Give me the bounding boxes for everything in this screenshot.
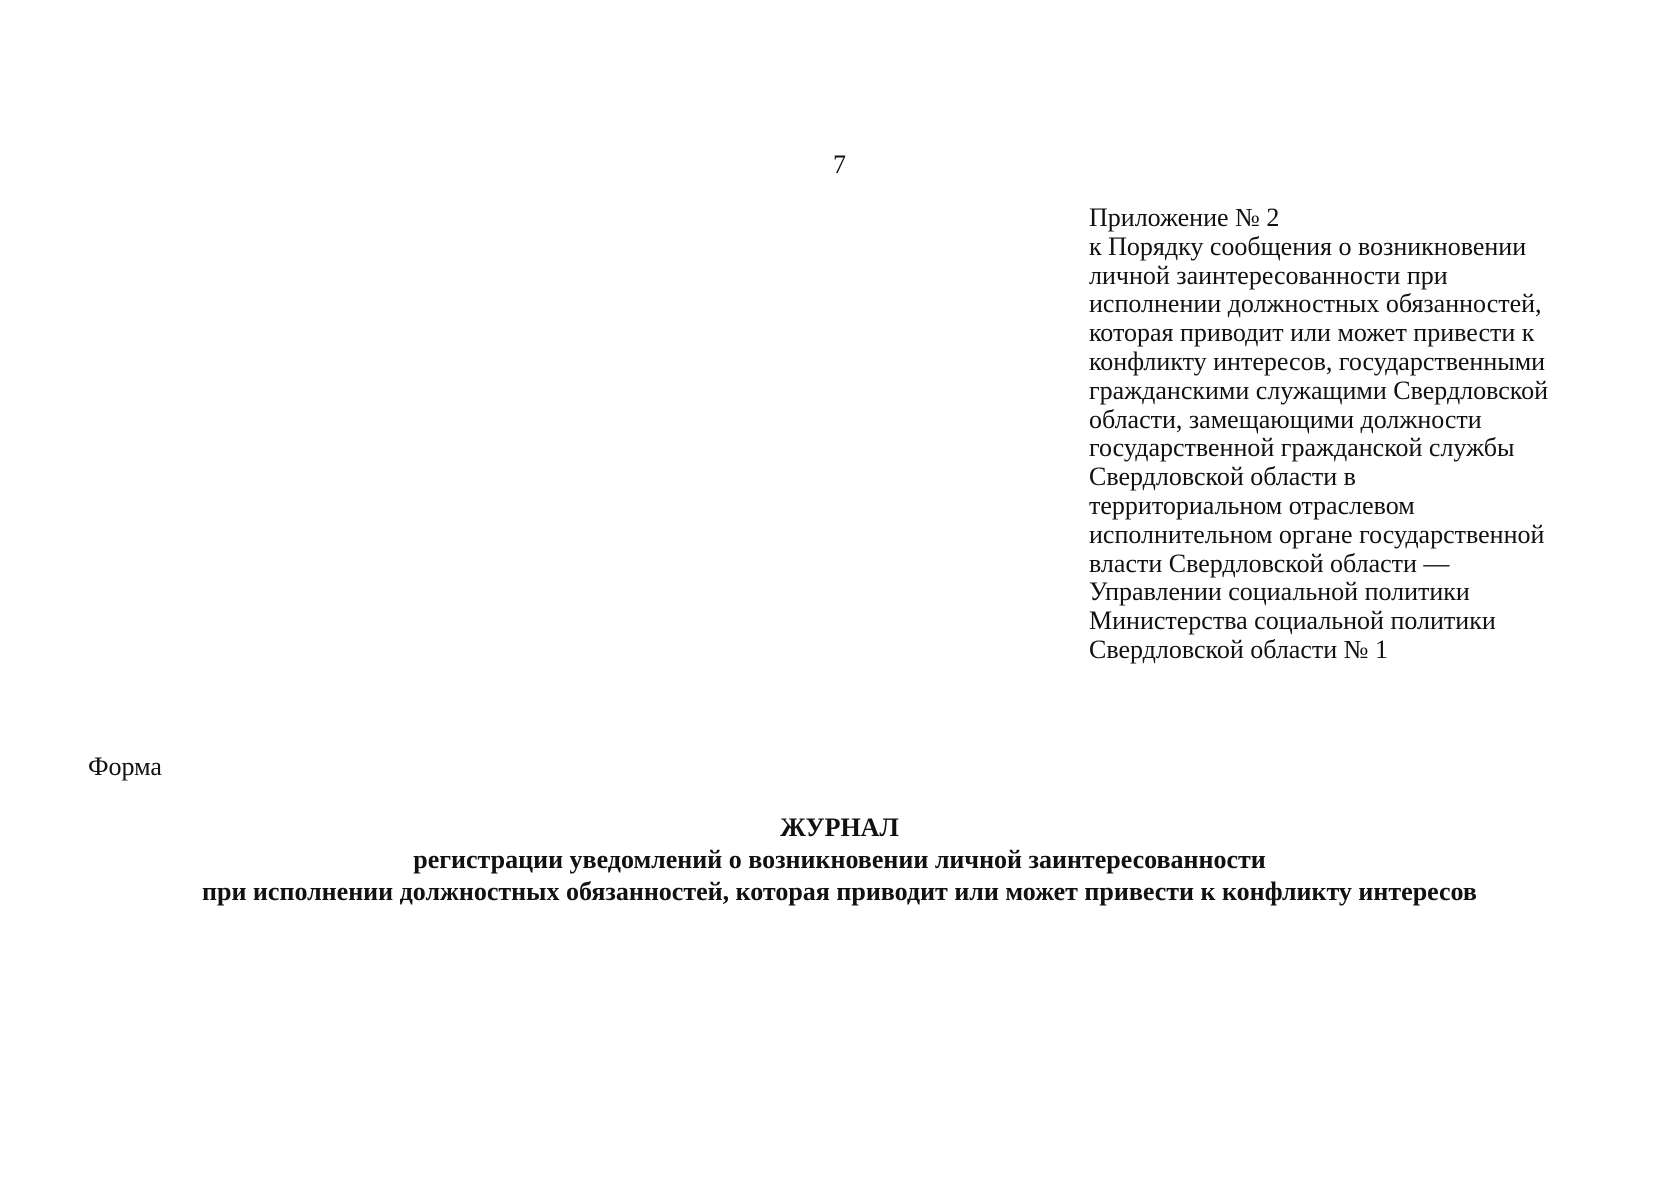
- appendix-line: Приложение № 2: [1089, 203, 1280, 232]
- journal-title: ЖУРНАЛ: [780, 813, 899, 842]
- page-number: 7: [833, 150, 846, 179]
- appendix-line: Свердловской области № 1: [1089, 634, 1388, 664]
- journal-subtitle-line-1: регистрации уведомлений о возникновении личной заинтересованности: [413, 845, 1266, 874]
- appendix-line: исполнении должностных обязанностей,: [1089, 289, 1542, 319]
- appendix-line: области, замещающими должности: [1089, 404, 1482, 434]
- appendix-line: государственной гражданской службы: [1089, 433, 1515, 463]
- appendix-line: к Порядку сообщения о возникновении: [1089, 231, 1527, 261]
- journal-subtitle-line-2: при исполнении должностных обязанностей, которая приводит или может привести к конфликту интересов: [202, 877, 1477, 906]
- journal-heading: [0, 812, 1679, 908]
- appendix-block: [1089, 204, 1649, 665]
- appendix-line: конфликту интересов, государственными: [1089, 346, 1546, 376]
- appendix-line: власти Свердловской области —: [1089, 548, 1450, 578]
- appendix-line: личной заинтересованности при: [1089, 260, 1448, 290]
- appendix-line: Министерства социальной политики: [1089, 606, 1496, 636]
- appendix-line: территориальном отраслевом: [1089, 490, 1415, 520]
- appendix-line: Управлении социальной политики: [1089, 577, 1470, 607]
- appendix-line: гражданскими служащими Свердловской: [1089, 375, 1549, 405]
- appendix-line: Свердловской области в: [1089, 462, 1356, 492]
- form-label: Форма: [88, 752, 162, 781]
- appendix-line: которая приводит или может привести к: [1089, 318, 1535, 348]
- appendix-line: исполнительном органе государственной: [1089, 519, 1545, 549]
